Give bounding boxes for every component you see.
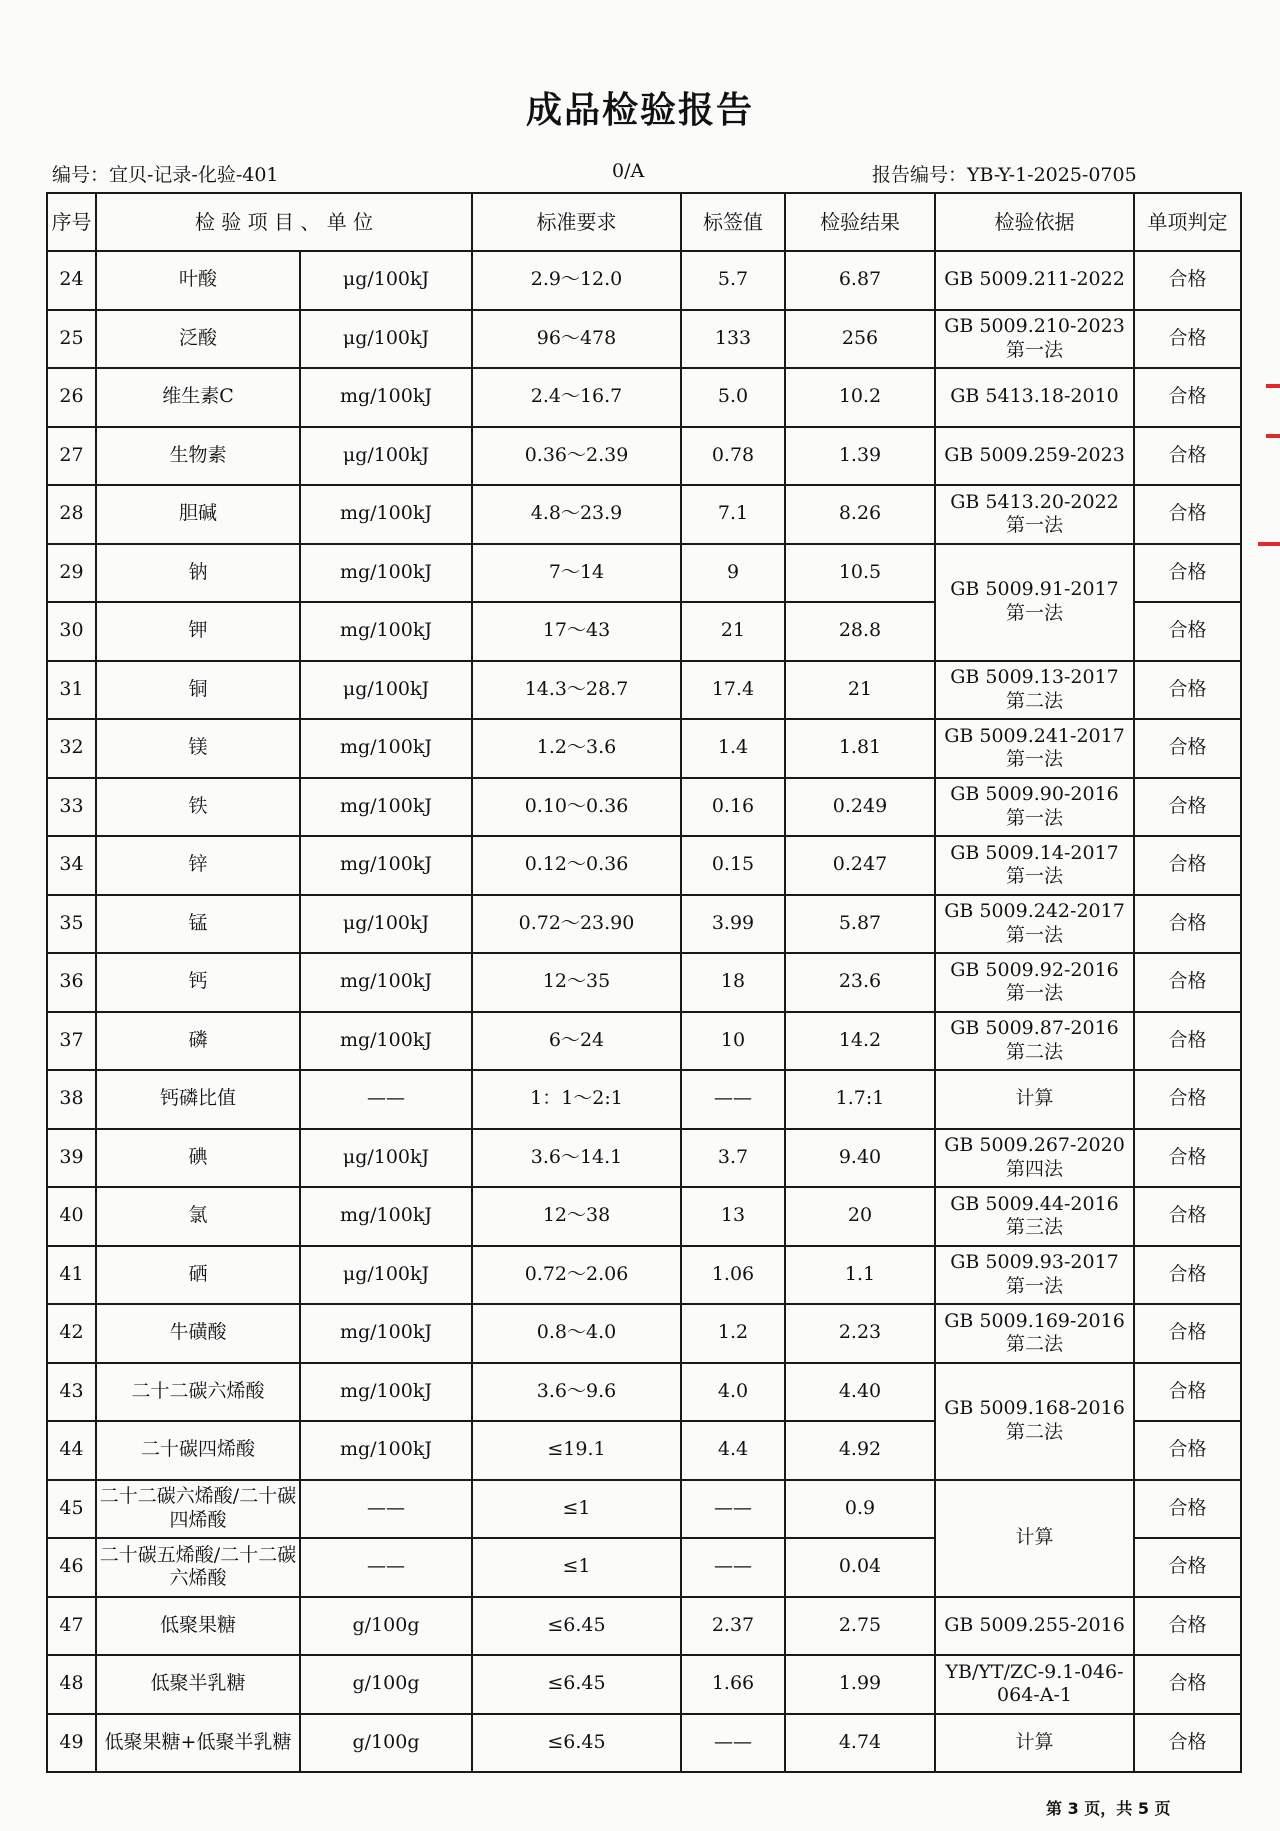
unit-cell: —— (300, 1480, 472, 1539)
table-row (47, 953, 1241, 1012)
row-number-cell: 34 (47, 836, 96, 895)
label-value-cell: 1.66 (681, 1655, 785, 1714)
table-row (47, 836, 1241, 895)
result-cell: 6.87 (785, 251, 935, 310)
unit-cell: mg/100kJ (300, 1304, 472, 1363)
label-value-cell: 3.7 (681, 1129, 785, 1188)
standard-cell: 12～35 (472, 953, 681, 1012)
judgement-cell: 合格 (1134, 1714, 1241, 1773)
item-name-cell: 钾 (96, 602, 300, 661)
page-footer: 第 3 页，共 5 页 (1046, 1799, 1171, 1818)
label-value-cell: 1.4 (681, 719, 785, 778)
judgement-cell: 合格 (1134, 1246, 1241, 1305)
basis-cell: GB 5009.14-2017 第一法 (935, 836, 1134, 895)
report-title: 成品检验报告 (525, 90, 754, 131)
item-name-cell: 维生素C (96, 368, 300, 427)
item-name-cell: 铜 (96, 661, 300, 720)
table-row (47, 895, 1241, 954)
unit-cell: g/100g (300, 1597, 472, 1656)
item-name-cell: 钙磷比值 (96, 1070, 300, 1129)
unit-cell: mg/100kJ (300, 1012, 472, 1071)
item-name-cell: 氯 (96, 1187, 300, 1246)
item-name-cell: 锰 (96, 895, 300, 954)
result-cell: 1.7:1 (785, 1070, 935, 1129)
standard-cell: 2.9～12.0 (472, 251, 681, 310)
judgement-cell: 合格 (1134, 1421, 1241, 1480)
standard-cell: 0.12～0.36 (472, 836, 681, 895)
standard-cell: ≤6.45 (472, 1655, 681, 1714)
basis-cell: GB 5009.44-2016 第三法 (935, 1187, 1134, 1246)
report-number: 报告编号：YB-Y-1-2025-0705 (872, 164, 1137, 186)
item-name-cell: 钙 (96, 953, 300, 1012)
row-number-cell: 28 (47, 485, 96, 544)
standard-cell: 17～43 (472, 602, 681, 661)
table-row (47, 544, 1241, 603)
result-cell: 0.04 (785, 1538, 935, 1597)
table-row (47, 1655, 1241, 1714)
unit-cell: mg/100kJ (300, 544, 472, 603)
row-number-cell: 25 (47, 310, 96, 369)
row-number-cell: 49 (47, 1714, 96, 1773)
row-number-cell: 38 (47, 1070, 96, 1129)
judgement-cell: 合格 (1134, 1538, 1241, 1597)
result-cell: 1.1 (785, 1246, 935, 1305)
row-number-cell: 39 (47, 1129, 96, 1188)
standard-cell: 3.6～14.1 (472, 1129, 681, 1188)
table-row (47, 778, 1241, 837)
judgement-cell: 合格 (1134, 1304, 1241, 1363)
label-value-cell: 9 (681, 544, 785, 603)
table-header-row (47, 193, 1241, 251)
label-value-cell: 3.99 (681, 895, 785, 954)
unit-cell: μg/100kJ (300, 310, 472, 369)
judgement-cell: 合格 (1134, 251, 1241, 310)
result-cell: 5.87 (785, 895, 935, 954)
unit-cell: —— (300, 1070, 472, 1129)
standard-cell: 4.8～23.9 (472, 485, 681, 544)
judgement-cell: 合格 (1134, 719, 1241, 778)
row-number-cell: 32 (47, 719, 96, 778)
label-value-cell: 7.1 (681, 485, 785, 544)
row-number-cell: 46 (47, 1538, 96, 1597)
label-value-cell: 21 (681, 602, 785, 661)
row-number-cell: 43 (47, 1363, 96, 1422)
judgement-cell: 合格 (1134, 485, 1241, 544)
row-number-cell: 35 (47, 895, 96, 954)
result-cell: 0.9 (785, 1480, 935, 1539)
result-cell: 28.8 (785, 602, 935, 661)
item-name-cell: 锌 (96, 836, 300, 895)
item-name-cell: 低聚半乳糖 (96, 1655, 300, 1714)
table-row (47, 1070, 1241, 1129)
table-row (47, 1304, 1241, 1363)
label-value-cell: —— (681, 1480, 785, 1539)
label-value-cell: —— (681, 1070, 785, 1129)
unit-cell: mg/100kJ (300, 1421, 472, 1480)
unit-cell: μg/100kJ (300, 661, 472, 720)
unit-cell: mg/100kJ (300, 368, 472, 427)
inspection-table (46, 192, 1242, 1773)
standard-cell: 0.72～23.90 (472, 895, 681, 954)
unit-cell: g/100g (300, 1714, 472, 1773)
result-cell: 4.40 (785, 1363, 935, 1422)
result-cell: 1.99 (785, 1655, 935, 1714)
unit-cell: μg/100kJ (300, 1246, 472, 1305)
result-cell: 14.2 (785, 1012, 935, 1071)
standard-cell: 7～14 (472, 544, 681, 603)
basis-cell: GB 5009.241-2017 第一法 (935, 719, 1134, 778)
row-number-cell: 33 (47, 778, 96, 837)
version: 0/A (612, 160, 645, 182)
table-body (47, 251, 1241, 1772)
label-value-cell: 10 (681, 1012, 785, 1071)
basis-cell: GB 5009.90-2016 第一法 (935, 778, 1134, 837)
item-name-cell: 低聚果糖 (96, 1597, 300, 1656)
unit-cell: g/100g (300, 1655, 472, 1714)
item-name-cell: 二十碳四烯酸 (96, 1421, 300, 1480)
stamp-edge-mark (1266, 384, 1280, 438)
standard-cell: 2.4～16.7 (472, 368, 681, 427)
row-number-cell: 29 (47, 544, 96, 603)
judgement-cell: 合格 (1134, 1480, 1241, 1539)
record-number: 编号：宜贝-记录-化验-401 (52, 164, 279, 186)
table-row (47, 1129, 1241, 1188)
table-row (47, 1480, 1241, 1539)
item-name-cell: 二十二碳六烯酸/二十碳四烯酸 (96, 1480, 300, 1539)
judgement-cell: 合格 (1134, 1187, 1241, 1246)
unit-cell: μg/100kJ (300, 1129, 472, 1188)
unit-cell: mg/100kJ (300, 1363, 472, 1422)
row-number-cell: 42 (47, 1304, 96, 1363)
basis-cell: GB 5009.242-2017 第一法 (935, 895, 1134, 954)
row-number-cell: 36 (47, 953, 96, 1012)
item-name-cell: 生物素 (96, 427, 300, 486)
label-value-cell: 13 (681, 1187, 785, 1246)
basis-cell: GB 5009.93-2017 第一法 (935, 1246, 1134, 1305)
judgement-cell: 合格 (1134, 1129, 1241, 1188)
row-number-cell: 27 (47, 427, 96, 486)
result-cell: 21 (785, 661, 935, 720)
basis-cell: GB 5009.87-2016 第二法 (935, 1012, 1134, 1071)
item-name-cell: 钠 (96, 544, 300, 603)
row-number-cell: 37 (47, 1012, 96, 1071)
standard-cell: ≤1 (472, 1538, 681, 1597)
unit-cell: mg/100kJ (300, 953, 472, 1012)
unit-cell: mg/100kJ (300, 485, 472, 544)
label-value-cell: 1.2 (681, 1304, 785, 1363)
judgement-cell: 合格 (1134, 661, 1241, 720)
result-cell: 0.249 (785, 778, 935, 837)
judgement-cell: 合格 (1134, 1070, 1241, 1129)
label-value-cell: 18 (681, 953, 785, 1012)
row-number-cell: 44 (47, 1421, 96, 1480)
label-value-cell: 5.7 (681, 251, 785, 310)
table-row (47, 1187, 1241, 1246)
unit-cell: mg/100kJ (300, 602, 472, 661)
standard-cell: 1.2～3.6 (472, 719, 681, 778)
unit-cell: mg/100kJ (300, 1187, 472, 1246)
standard-cell: ≤1 (472, 1480, 681, 1539)
table-row (47, 368, 1241, 427)
col-header-judgement: 单项判定 (1134, 193, 1241, 251)
row-number-cell: 30 (47, 602, 96, 661)
standard-cell: 3.6～9.6 (472, 1363, 681, 1422)
unit-cell: μg/100kJ (300, 895, 472, 954)
basis-cell: GB 5009.211-2022 (935, 251, 1134, 310)
result-cell: 4.92 (785, 1421, 935, 1480)
row-number-cell: 31 (47, 661, 96, 720)
label-value-cell: 4.0 (681, 1363, 785, 1422)
table-row (47, 1597, 1241, 1656)
standard-cell: 14.3～28.7 (472, 661, 681, 720)
col-header-result: 检验结果 (785, 193, 935, 251)
judgement-cell: 合格 (1134, 953, 1241, 1012)
result-cell: 10.5 (785, 544, 935, 603)
row-number-cell: 48 (47, 1655, 96, 1714)
basis-cell: YB/YT/ZC-9.1-046-064-A-1 (935, 1655, 1134, 1714)
item-name-cell: 二十碳五烯酸/二十二碳六烯酸 (96, 1538, 300, 1597)
result-cell: 23.6 (785, 953, 935, 1012)
standard-cell: 0.72～2.06 (472, 1246, 681, 1305)
result-cell: 4.74 (785, 1714, 935, 1773)
standard-cell: ≤6.45 (472, 1597, 681, 1656)
basis-cell: GB 5009.267-2020 第四法 (935, 1129, 1134, 1188)
item-name-cell: 镁 (96, 719, 300, 778)
item-name-cell: 碘 (96, 1129, 300, 1188)
basis-cell: GB 5009.169-2016 第二法 (935, 1304, 1134, 1363)
col-header-no: 序号 (47, 193, 96, 251)
row-number-cell: 45 (47, 1480, 96, 1539)
label-value-cell: —— (681, 1538, 785, 1597)
judgement-cell: 合格 (1134, 1363, 1241, 1422)
unit-cell: mg/100kJ (300, 778, 472, 837)
table-row (47, 485, 1241, 544)
item-name-cell: 二十二碳六烯酸 (96, 1363, 300, 1422)
result-cell: 8.26 (785, 485, 935, 544)
table-row (47, 251, 1241, 310)
unit-cell: mg/100kJ (300, 836, 472, 895)
table-row (47, 661, 1241, 720)
judgement-cell: 合格 (1134, 368, 1241, 427)
judgement-cell: 合格 (1134, 1597, 1241, 1656)
judgement-cell: 合格 (1134, 427, 1241, 486)
judgement-cell: 合格 (1134, 895, 1241, 954)
judgement-cell: 合格 (1134, 836, 1241, 895)
standard-cell: 0.10～0.36 (472, 778, 681, 837)
row-number-cell: 24 (47, 251, 96, 310)
label-value-cell: 2.37 (681, 1597, 785, 1656)
judgement-cell: 合格 (1134, 1655, 1241, 1714)
judgement-cell: 合格 (1134, 310, 1241, 369)
unit-cell: —— (300, 1538, 472, 1597)
col-header-standard: 标准要求 (472, 193, 681, 251)
item-name-cell: 低聚果糖+低聚半乳糖 (96, 1714, 300, 1773)
basis-cell: 计算 (935, 1714, 1134, 1773)
item-name-cell: 叶酸 (96, 251, 300, 310)
item-name-cell: 铁 (96, 778, 300, 837)
label-value-cell: 0.15 (681, 836, 785, 895)
standard-cell: 1：1～2:1 (472, 1070, 681, 1129)
label-value-cell: 133 (681, 310, 785, 369)
label-value-cell: 1.06 (681, 1246, 785, 1305)
result-cell: 2.75 (785, 1597, 935, 1656)
standard-cell: ≤19.1 (472, 1421, 681, 1480)
result-cell: 9.40 (785, 1129, 935, 1188)
item-name-cell: 泛酸 (96, 310, 300, 369)
basis-cell: 计算 (935, 1070, 1134, 1129)
judgement-cell: 合格 (1134, 1012, 1241, 1071)
basis-cell: GB 5009.255-2016 (935, 1597, 1134, 1656)
label-value-cell: 5.0 (681, 368, 785, 427)
row-number-cell: 47 (47, 1597, 96, 1656)
standard-cell: 96～478 (472, 310, 681, 369)
standard-cell: 12～38 (472, 1187, 681, 1246)
basis-cell: GB 5413.18-2010 (935, 368, 1134, 427)
basis-cell: GB 5009.91-2017 第一法 (935, 544, 1134, 661)
table-row (47, 1012, 1241, 1071)
label-value-cell: 17.4 (681, 661, 785, 720)
judgement-cell: 合格 (1134, 544, 1241, 603)
standard-cell: ≤6.45 (472, 1714, 681, 1773)
unit-cell: μg/100kJ (300, 427, 472, 486)
table-row (47, 1246, 1241, 1305)
basis-cell: GB 5009.13-2017 第二法 (935, 661, 1134, 720)
basis-cell: GB 5009.168-2016 第二法 (935, 1363, 1134, 1480)
standard-cell: 0.36～2.39 (472, 427, 681, 486)
basis-cell: 计算 (935, 1480, 1134, 1597)
label-value-cell: 0.16 (681, 778, 785, 837)
standard-cell: 0.8～4.0 (472, 1304, 681, 1363)
result-cell: 1.81 (785, 719, 935, 778)
label-value-cell: —— (681, 1714, 785, 1773)
result-cell: 2.23 (785, 1304, 935, 1363)
row-number-cell: 40 (47, 1187, 96, 1246)
result-cell: 20 (785, 1187, 935, 1246)
result-cell: 10.2 (785, 368, 935, 427)
table-row (47, 310, 1241, 369)
row-number-cell: 26 (47, 368, 96, 427)
item-name-cell: 磷 (96, 1012, 300, 1071)
unit-cell: μg/100kJ (300, 251, 472, 310)
basis-cell: GB 5413.20-2022 第一法 (935, 485, 1134, 544)
stamp-edge-mark (1258, 510, 1280, 546)
basis-cell: GB 5009.210-2023 第一法 (935, 310, 1134, 369)
col-header-label-value: 标签值 (681, 193, 785, 251)
basis-cell: GB 5009.259-2023 (935, 427, 1134, 486)
col-header-item-unit: 检 验 项 目 、 单 位 (96, 193, 472, 251)
row-number-cell: 41 (47, 1246, 96, 1305)
item-name-cell: 胆碱 (96, 485, 300, 544)
col-header-basis: 检验依据 (935, 193, 1134, 251)
result-cell: 1.39 (785, 427, 935, 486)
table-row (47, 1714, 1241, 1773)
judgement-cell: 合格 (1134, 778, 1241, 837)
item-name-cell: 牛磺酸 (96, 1304, 300, 1363)
standard-cell: 6～24 (472, 1012, 681, 1071)
table-row (47, 427, 1241, 486)
result-cell: 256 (785, 310, 935, 369)
table-row (47, 1363, 1241, 1422)
judgement-cell: 合格 (1134, 602, 1241, 661)
unit-cell: mg/100kJ (300, 719, 472, 778)
item-name-cell: 硒 (96, 1246, 300, 1305)
result-cell: 0.247 (785, 836, 935, 895)
basis-cell: GB 5009.92-2016 第一法 (935, 953, 1134, 1012)
label-value-cell: 4.4 (681, 1421, 785, 1480)
table-row (47, 719, 1241, 778)
label-value-cell: 0.78 (681, 427, 785, 486)
